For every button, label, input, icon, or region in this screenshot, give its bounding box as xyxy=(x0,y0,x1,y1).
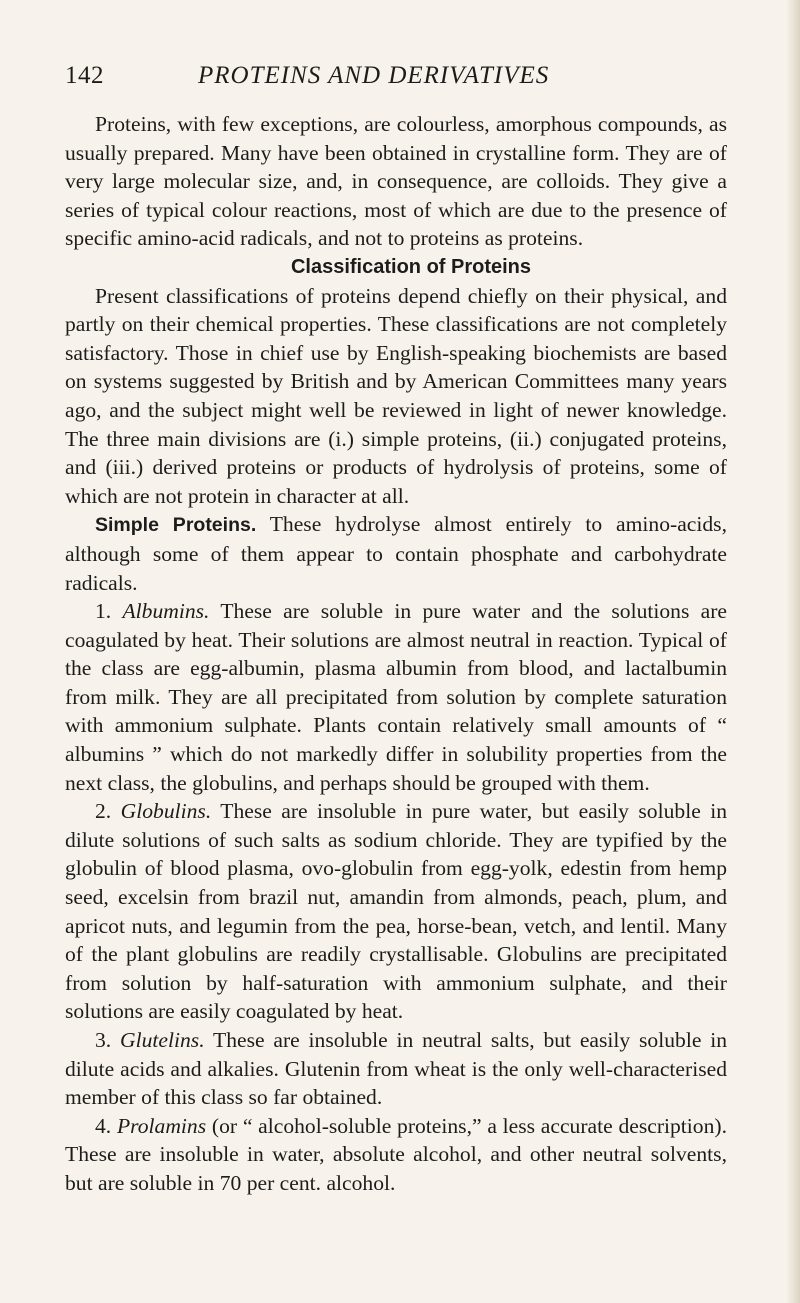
simple-proteins-paragraph xyxy=(65,510,727,597)
running-title: PROTEINS AND DERIVATIVES xyxy=(198,62,550,89)
page-number: 142 xyxy=(65,62,104,89)
item-prolamins xyxy=(65,1112,727,1198)
item-name: Albumins. xyxy=(122,599,210,624)
classification-paragraph: Present classifications of proteins depend chiefly on their physical, and partly on their chemical properties. These classifications are not completely satisfactory. Those in chief use by English-speaking biochemists are based on systems suggested by British and by American Committees many years ago, and the subject might well be reviewed in light of newer knowledge. The three main divisions are (i.) simple proteins, (ii.) conjugated proteins, and (iii.) derived proteins or products of hydrolysis of proteins, some of which are not protein in character at all. xyxy=(65,283,727,508)
item-number: 4. xyxy=(95,1113,112,1138)
item-name: Glutelins. xyxy=(120,1028,205,1052)
page-header xyxy=(65,62,725,102)
body-text xyxy=(65,110,727,1198)
item-text: These are insoluble in pure water, but easily soluble in dilute solutions of such salts as sodium chloride. They are typified by the globulin of blood plasma, ovo-globulin from egg-yolk, edestin from hemp seed, excelsin from brazil nut, amandin from almonds, peach, plum, and apricot nuts, and legumin from the pea, horse-bean, vetch, and lentil. Many of the plant globulins are readily crystallisable. Globulins are precipitated from solution by half-saturation with ammonium sulphate, and their solutions are easily coagulated by heat. xyxy=(65,799,728,1024)
item-text: These are soluble in pure water and the solutions are coagulated by heat. Their solutions are almost neutral in reaction. Typical of the class are egg-albumin, plasma albumin from blood, and lactalbumin from milk. They are all precipitated from solution by complete saturation with ammonium sulphate. Plants contain relatively small amounts of “ albumins ” which do not markedly differ in solubility properties from the next class, the globulins, and perhaps should be grouped with them. xyxy=(65,599,727,795)
item-name: Prolamins xyxy=(116,1113,207,1138)
simple-proteins-heading: Simple Proteins. xyxy=(95,514,257,537)
item-number: 3. xyxy=(95,1028,112,1052)
item-number: 1. xyxy=(95,599,112,624)
item-number: 2. xyxy=(95,799,112,824)
item-albumins xyxy=(65,597,727,797)
page-edge-shadow xyxy=(786,0,800,1303)
section-heading: Classification of Proteins xyxy=(290,255,532,278)
item-glutelins xyxy=(65,1026,727,1112)
simple-proteins-text: These hydrolyse almost entirely to amino-acids, although some of them appear to contain phosphate and carbohydrate radicals. xyxy=(65,512,727,595)
item-text: (or “ alcohol-soluble proteins,” a less accurate description). These are insoluble in water, absolute alcohol, and other neutral solvents, but are soluble in 70 per cent. alcohol. xyxy=(65,1113,727,1195)
item-text: These are insoluble in neutral salts, but easily soluble in dilute acids and alkalies. Glutenin from wheat is the only well-characterised member of this class so far obtained. xyxy=(65,1028,727,1110)
intro-paragraph: Proteins, with few exceptions, are colourless, amorphous compounds, as usually prepared. Many have been obtained in crystalline form. They are of very large molecular size, and, in consequence, are colloids. They give a series of typical colour reactions, most of which are due to the presence of specific amino-acid radicals, and not to proteins as proteins. xyxy=(65,112,727,251)
item-globulins xyxy=(65,797,727,1026)
item-name: Globulins. xyxy=(120,799,212,824)
